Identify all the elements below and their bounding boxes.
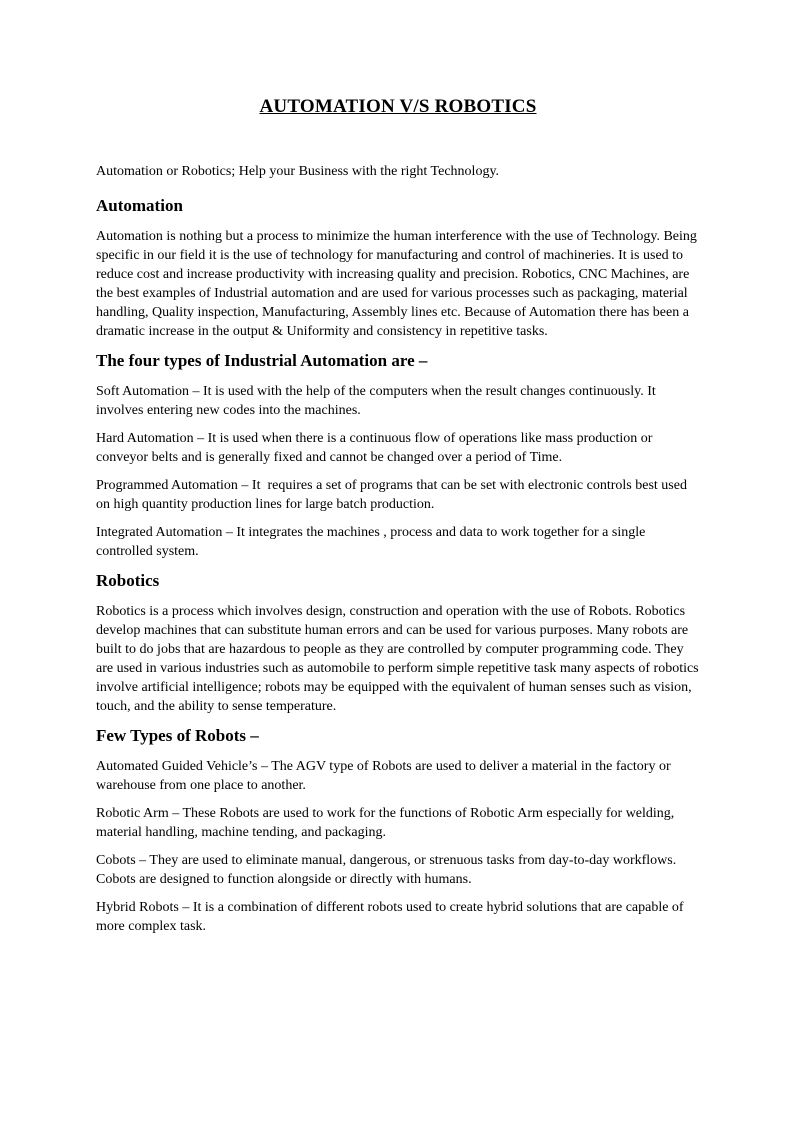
paragraph-hybrid-robots: Hybrid Robots – It is a combination of different robots used to create hybrid solutions that are capable of more complex task. (96, 900, 688, 934)
paragraph-cobots: Cobots – They are used to eliminate manual, dangerous, or strenuous tasks from day-to-day workflows. Cobots are designed to function alongside or directly with humans. (96, 853, 680, 887)
paragraph-automated-guided-vehicles: Automated Guided Vehicle’s – The AGV type of Robots are used to deliver a material in the factory or warehouse from one place to another. (96, 759, 675, 793)
intro-paragraph: Automation or Robotics; Help your Business with the right Technology. (96, 164, 500, 179)
section-heading-four-types-industrial-automation: The four types of Industrial Automation are – (96, 351, 428, 370)
paragraph-soft-automation: Soft Automation – It is used with the help of the computers when the result changes continuously. It involves entering new codes into the machines. (96, 384, 660, 418)
paragraph-robotic-arm: Robotic Arm – These Robots are used to work for the functions of Robotic Arm especially for welding, material handling, machine tending, and packaging. (96, 806, 678, 840)
paragraph-robotics-overview: Robotics is a process which involves design, construction and operation with the use of Robots. Robotics develop machines that can substitute human errors and can be used for various purposes. Many robots are built to do jobs that are hazardous to people as they are controlled by computer programming code. They are used in various industries such as automobile to perform simple repetitive task many aspects of robotics involve artificial intelligence; robots may be equipped with the equivalent of human senses such as vision, touch, and the ability to sense temperature. (96, 604, 703, 714)
paragraph-integrated-automation: Integrated Automation – It integrates the machines , process and data to work together for a single controlled system. (96, 525, 649, 559)
paragraph-automation-overview: Automation is nothing but a process to minimize the human interference with the use of Technology. Being specific in our field it is the use of technology for manufacturing and control of machineries. It is used to reduce cost and increase productivity with increasing quality and precision. Robotics, CNC Machines, are the best examples of Industrial automation and are used for various processes such as packaging, material handling, Quality inspection, Manufacturing, Assembly lines etc. Because of Automation there has been a dramatic increase in the output & Uniformity and consistency in repetitive tasks. (96, 229, 701, 339)
section-heading-few-types-of-robots: Few Types of Robots – (96, 726, 259, 745)
section-heading-automation: Automation (96, 196, 183, 215)
paragraph-programmed-automation: Programmed Automation – It requires a set of programs that can be set with electronic controls best used on high quantity production lines for large batch production. (96, 478, 691, 512)
paragraph-hard-automation: Hard Automation – It is used when there is a continuous flow of operations like mass production or conveyor belts and is generally fixed and cannot be changed over a period of Time. (96, 431, 656, 465)
section-heading-robotics: Robotics (96, 571, 160, 590)
document-title: AUTOMATION V/S ROBOTICS (259, 96, 537, 117)
